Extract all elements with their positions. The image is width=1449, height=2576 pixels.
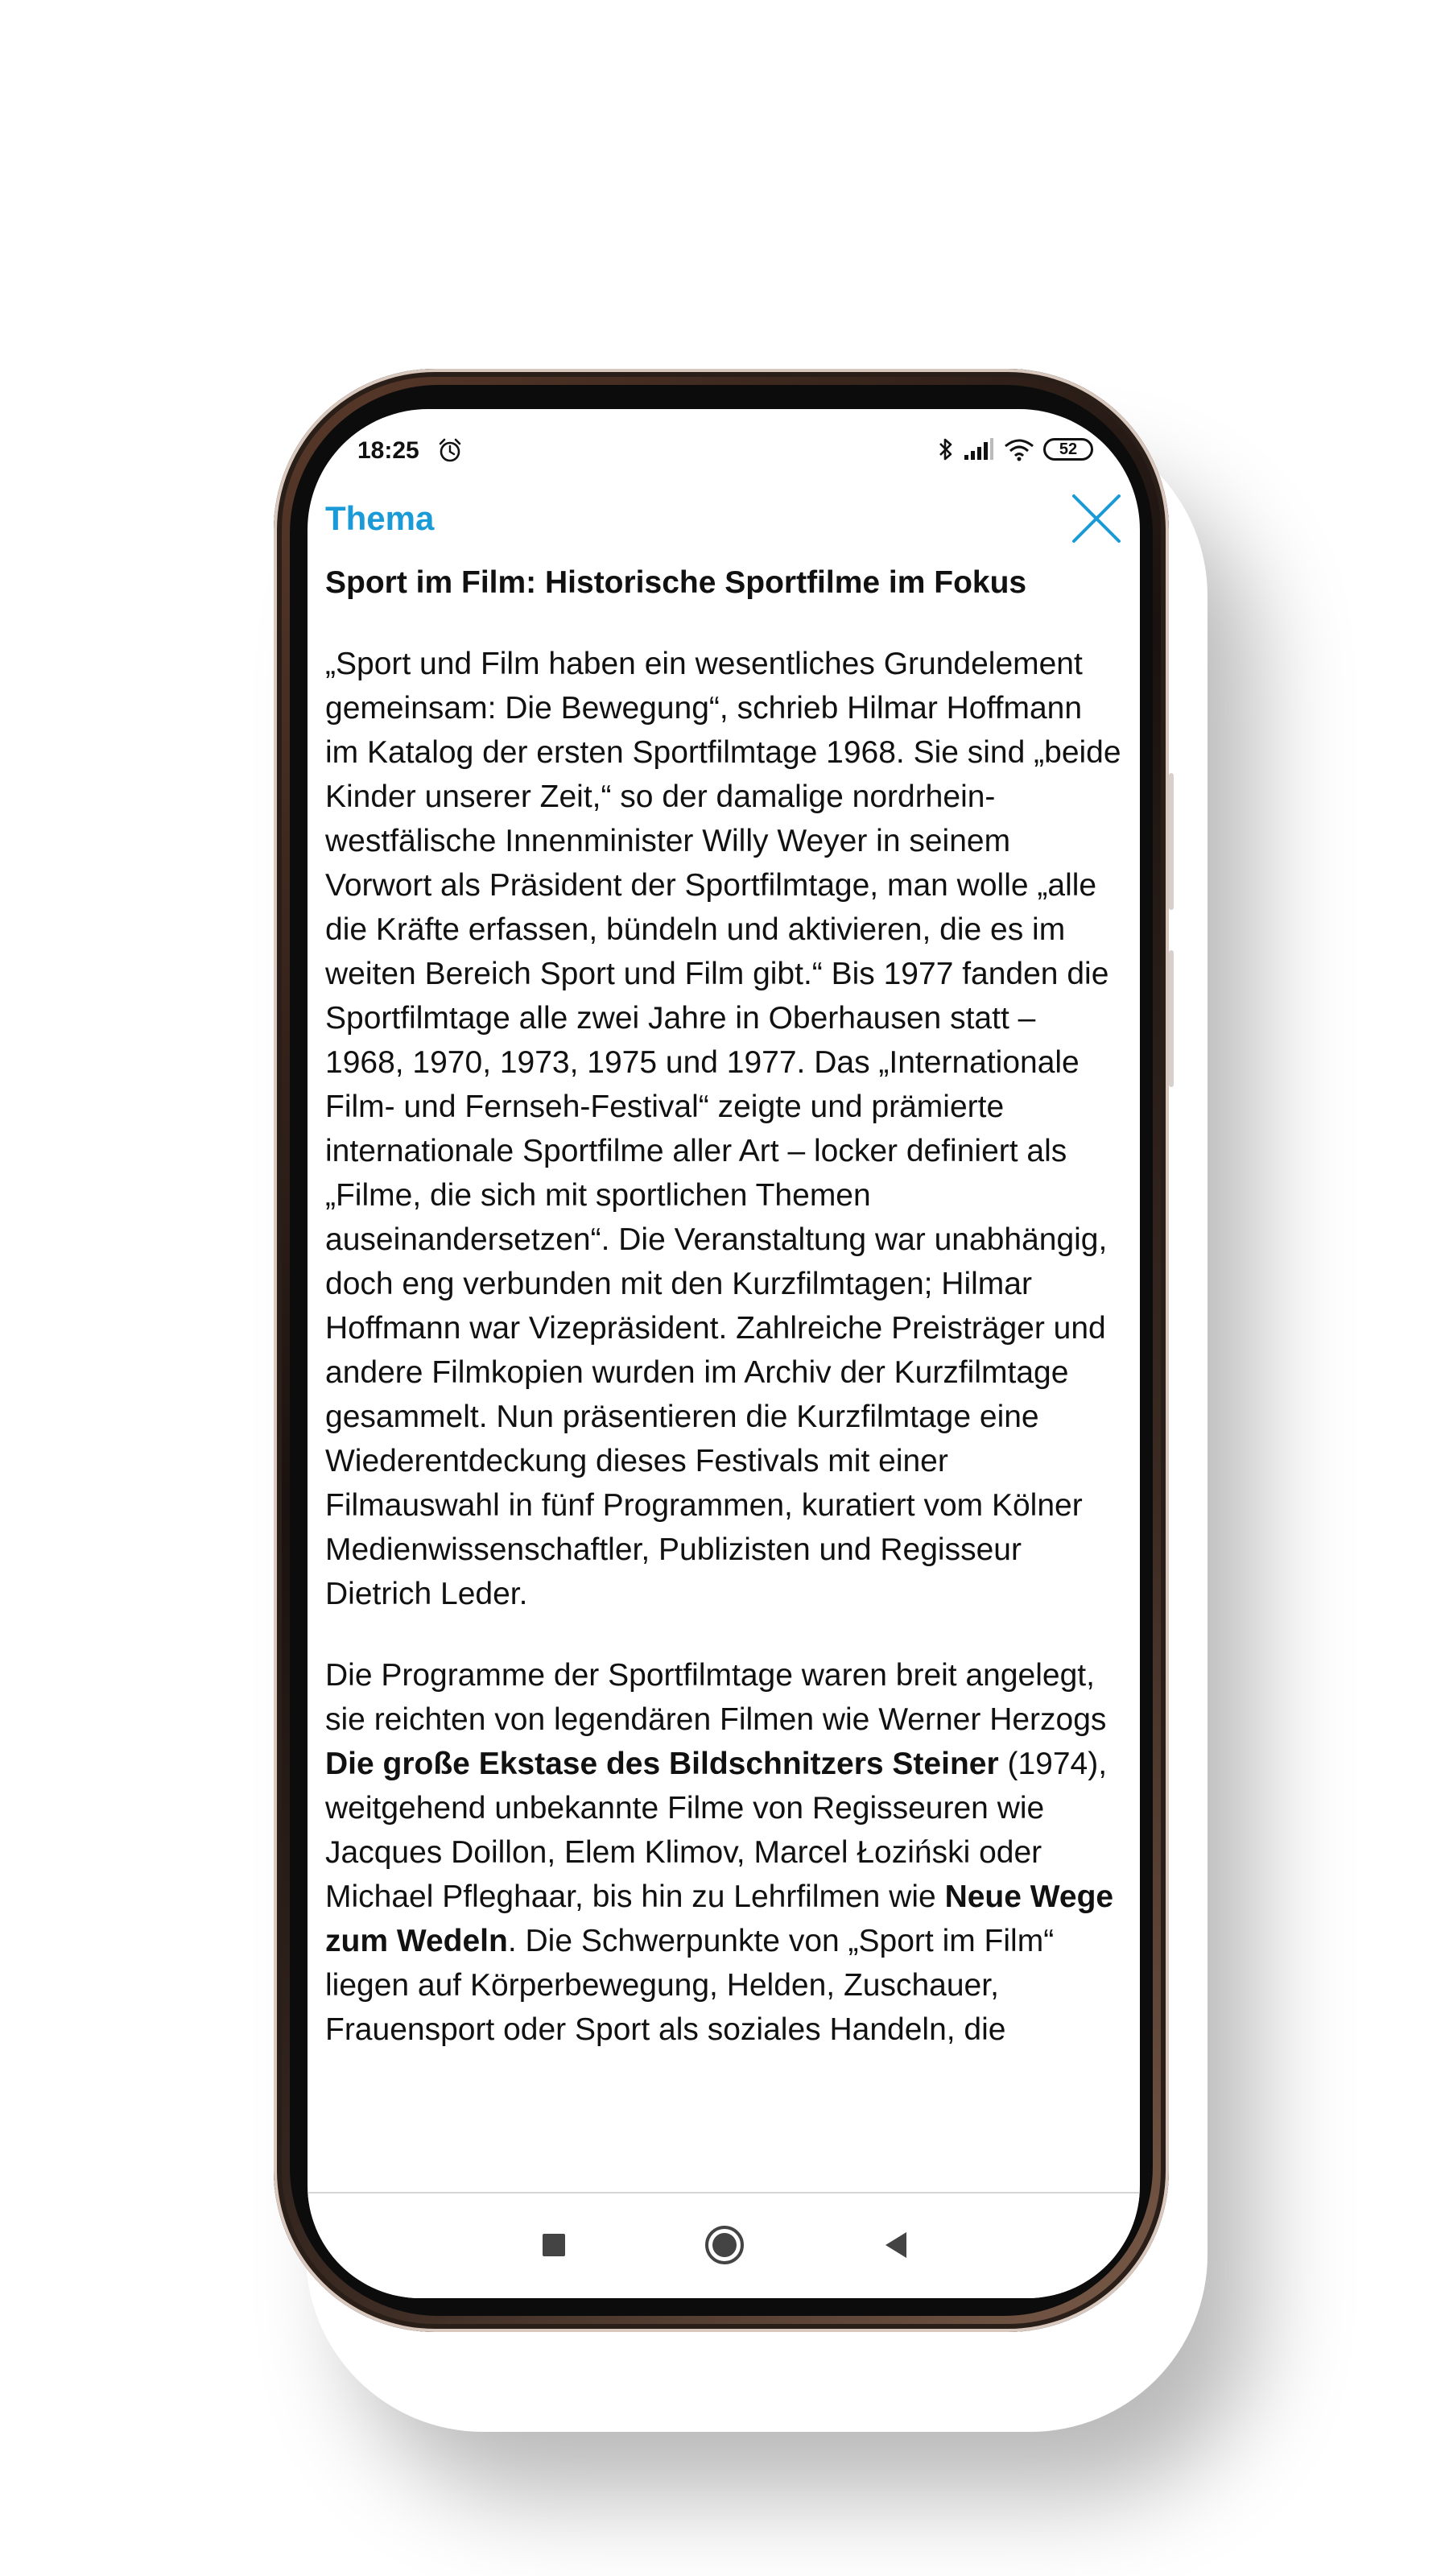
volume-button [1169,773,1174,910]
status-time: 18:25 [357,437,419,464]
header-title: Thema [325,499,435,537]
bluetooth-icon [937,436,955,462]
article-paragraph-2 [325,1653,1122,2052]
battery-level: 52 [1059,440,1078,458]
article-title: Sport im Film: Historische Sportfilme im Fokus [325,565,1027,600]
film-title-bold: Neue Wege zum Wedeln [325,1879,1114,1958]
navigation-bar [308,2192,1140,2298]
article-content [325,562,1122,2089]
wifi-icon [1003,437,1035,461]
app-header [308,482,1140,570]
phone-screen [308,409,1140,2298]
film-title-bold: Die große Ekstase des Bildschnitzers Steiner [325,1746,999,1781]
battery-icon [1043,438,1093,461]
paragraph-text: (1974), weitgehend unbekannte Filme von Regisseuren wie Jacques Doillon, Elem Klimov, Marcel Łoziński oder Michael Pfleghaar, bis hin zu Lehrfilmen wie [325,1746,1108,1914]
status-bar [308,409,1140,490]
paragraph-text: Die Programme der Sportfilmtage waren breit angelegt, sie reichten von legendären Filmen wie Werner Herzogs [325,1657,1107,1737]
close-icon[interactable] [1067,490,1125,548]
signal-icon [963,437,995,461]
recents-square-icon[interactable] [530,2221,578,2269]
home-circle-icon[interactable] [700,2221,749,2269]
article-paragraph-1: „Sport und Film haben ein wesentliches Grundelement gemeinsam: Die Bewegung“, schrieb Hilmar Hoffmann im Katalog der ersten Sportfilmtage 1968. Sie sind „beide Kinder unserer Zeit,“ so der damalige nordrhein-westfälische Innenminister Willy Weyer in seinem Vorwort als Präsident der Sportfilmtage, man wolle „alle die Kräfte erfassen, bündeln und aktivieren, die es im weiten Bereich Sport und Film gibt.“ Bis 1977 fanden die Sportfilmtage alle zwei Jahre in Oberhausen statt – 1968, 1970, 1973, 1975 und 1977. Das „Internationale Film- und Fernseh-Festival“ zeigte und prämierte internationale Sportfilme aller Art – locker definiert als „Filme, die sich mit sportlichen Themen auseinandersetzen“. Die Veranstaltung war unabhängig, doch eng verbunden mit den Kurzfilmtagen; Hilmar Hoffmann war Vizepräsident. Zahlreiche Preisträger und andere Filmkopien wurden im Archiv der Kurzfilmtage gesammelt. Nun präsentieren die Kurzfilmtage eine Wiederentdeckung dieses Festivals mit einer Filmauswahl in fünf Programmen, kuratiert vom Kölner Medienwissenschaftler, Publizisten und Regisseur Dietrich Leder. [325,646,1121,1611]
power-button [1169,950,1174,1087]
back-triangle-icon[interactable] [873,2221,921,2269]
status-icons [937,436,1093,462]
alarm-icon [436,436,464,464]
paragraph-text: . Die Schwerpunkte von „Sport im Film“ liegen auf Körperbewegung, Helden, Zuschauer, Frauensport oder Sport als soziales Handeln, die [325,1923,1055,2047]
